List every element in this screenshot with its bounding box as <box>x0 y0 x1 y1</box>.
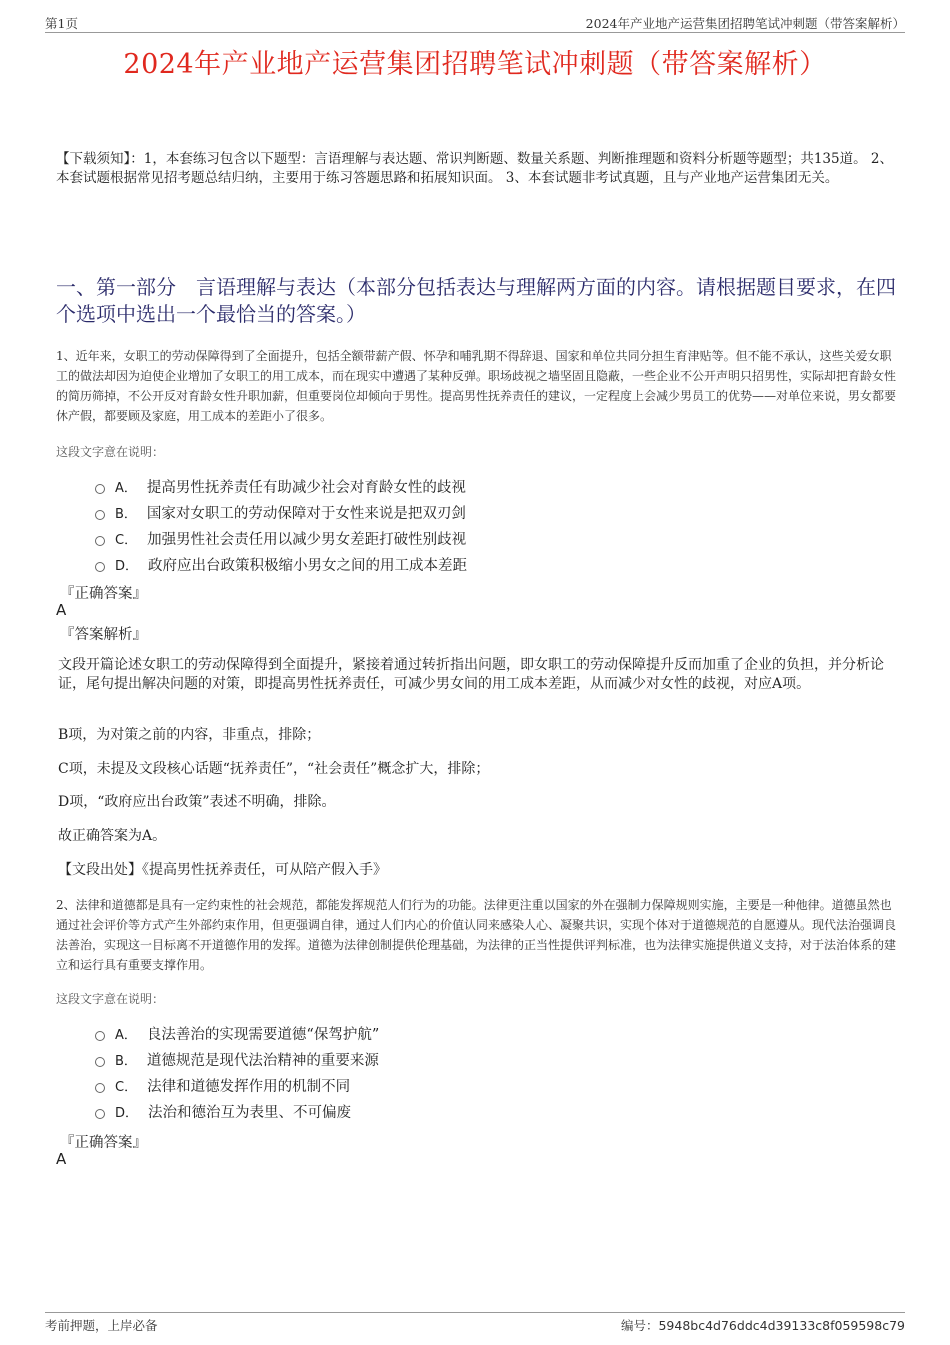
header-doc-title: 2024年产业地产运营集团招聘笔试冲刺题（带答案解析） <box>585 16 905 31</box>
option-letter: D． <box>115 1105 139 1121</box>
page-number: 第1页 <box>45 16 78 31</box>
section-heading: 一、第一部分 言语理解与表达（本部分包括表达与理解两方面的内容。请根据题目要求，在四个选项中选出一个最恰当的答案。） <box>56 275 896 326</box>
analysis-paragraph: 故正确答案为A。 <box>58 828 167 844</box>
analysis-paragraph: D项，“政府应出台政策”表述不明确，排除。 <box>58 794 336 810</box>
option-letter: D． <box>115 558 139 574</box>
question-2-text: 2、法律和道德都是具有一定约束性的社会规范，都能发挥规范人们行为的功能。法律更注重以国家的外在强制力保障规则实施，主要是一种他律。道德虽然也通过社会评价等方式产生外部约束作用，但更强调自律，通过人们内心的价值认同来感染人心、凝聚共识，实现个体对于道德规范的自愿遵从。现代法治强调良法善治，实现这一目标离不开道德作用的发挥。道德为法律创制提供伦理基础，为法律的正当性提供评判标准，也为法律实施提供道义支持，对于法治体系的建立和运行具有重要支撑作用。 <box>56 898 897 972</box>
analysis-paragraph: B项，为对策之前的内容，非重点，排除； <box>58 727 321 743</box>
footer-code-label: 编号： <box>620 1318 659 1333</box>
page-footer <box>45 1312 905 1333</box>
question-1-prompt: 这段文字意在说明： <box>56 445 165 459</box>
answer-label: 『正确答案』 <box>60 1135 147 1151</box>
option-letter: C． <box>115 1079 138 1095</box>
option-c[interactable] <box>95 525 467 551</box>
option-a[interactable] <box>95 473 467 499</box>
radio-icon[interactable] <box>95 484 105 494</box>
option-c[interactable] <box>95 1072 379 1098</box>
radio-icon[interactable] <box>95 1057 105 1067</box>
option-d[interactable] <box>95 1098 379 1124</box>
analysis-label: 『答案解析』 <box>60 627 147 643</box>
answer-value: A <box>56 601 67 619</box>
option-b[interactable] <box>95 1046 379 1072</box>
radio-icon[interactable] <box>95 510 105 520</box>
option-letter: A． <box>115 1027 137 1043</box>
radio-icon[interactable] <box>95 1083 105 1093</box>
option-d[interactable] <box>95 551 467 577</box>
radio-icon[interactable] <box>95 1031 105 1041</box>
footer-slogan: 考前押题，上岸必备 <box>45 1318 158 1333</box>
question-2-options <box>95 1020 379 1124</box>
radio-icon[interactable] <box>95 1109 105 1119</box>
answer-value: A <box>56 1150 67 1168</box>
option-text: 提高男性抚养责任有助减少社会对育龄女性的歧视 <box>146 479 466 496</box>
option-text: 国家对女职工的劳动保障对于女性来说是把双刃剑 <box>146 505 466 522</box>
option-text: 加强男性社会责任用以减少男女差距打破性别歧视 <box>147 531 467 548</box>
option-letter: B． <box>115 1053 137 1069</box>
radio-icon[interactable] <box>95 562 105 572</box>
source-note: 【文段出处】《提高男性抚养责任，可从陪产假入手》 <box>58 862 387 878</box>
footer-code-value: 5948bc4d76ddc4d39133c8f059598c79 <box>658 1318 905 1333</box>
option-text: 法律和道德发挥作用的机制不同 <box>147 1078 351 1095</box>
option-text: 法治和德治互为表里、不可偏废 <box>148 1104 352 1121</box>
analysis-paragraph: C项，未提及文段核心话题“抚养责任”，“社会责任”概念扩大，排除； <box>58 761 490 777</box>
option-letter: B． <box>115 506 137 522</box>
option-b[interactable] <box>95 499 467 525</box>
question-1-text: 1、近年来，女职工的劳动保障得到了全面提升，包括全额带薪产假、怀孕和哺乳期不得辞退、国家和单位共同分担生育津贴等。但不能不承认，这些关爱女职工的做法却因为迫使企业增加了女职工的用工成本，而在现实中遭遇了某种反弹。职场歧视之墙坚固且隐蔽，一些企业不公开声明只招男性，实际却把育龄女性的简历筛掉，不公开反对育龄女性升职加薪，但重要岗位却倾向于男性。提高男性抚养责任的建议，一定程度上会减少男员工的优势——对单位来说，男女都要休产假，都要顾及家庭，用工成本的差距小了很多。 <box>56 349 897 423</box>
option-text: 政府应出台政策积极缩小男女之间的用工成本差距 <box>148 557 468 574</box>
page-title: 2024年产业地产运营集团招聘笔试冲刺题（带答案解析） <box>123 49 827 80</box>
download-notice: 【下载须知】：1，本套练习包含以下题型：言语理解与表达题、常识判断题、数量关系题、判断推理题和资料分析题等题型；共135道。 2、本套试题根据常见招考题总结归纳，主要用于练习答题思路和拓展知识面。 3、本套试题非考试真题，且与产业地产运营集团无关。 <box>56 151 893 186</box>
footer-code <box>621 1316 905 1334</box>
page-header <box>45 12 905 33</box>
question-1-options <box>95 473 467 577</box>
option-letter: C． <box>115 532 138 548</box>
option-letter: A． <box>115 480 137 496</box>
option-a[interactable] <box>95 1020 379 1046</box>
analysis-paragraph: 文段开篇论述女职工的劳动保障得到全面提升，紧接着通过转折指出问题，即女职工的劳动保障提升反而加重了企业的负担，并分析论证，尾句提出解决问题的对策，即提高男性抚养责任，可减少男女间的用工成本差距，从而减少对女性的歧视，对应A项。 <box>58 657 884 692</box>
answer-label: 『正确答案』 <box>60 586 147 602</box>
option-text: 良法善治的实现需要道德“保驾护航” <box>146 1026 380 1043</box>
radio-icon[interactable] <box>95 536 105 546</box>
option-text: 道德规范是现代法治精神的重要来源 <box>146 1052 379 1069</box>
question-2-prompt: 这段文字意在说明： <box>56 992 165 1006</box>
